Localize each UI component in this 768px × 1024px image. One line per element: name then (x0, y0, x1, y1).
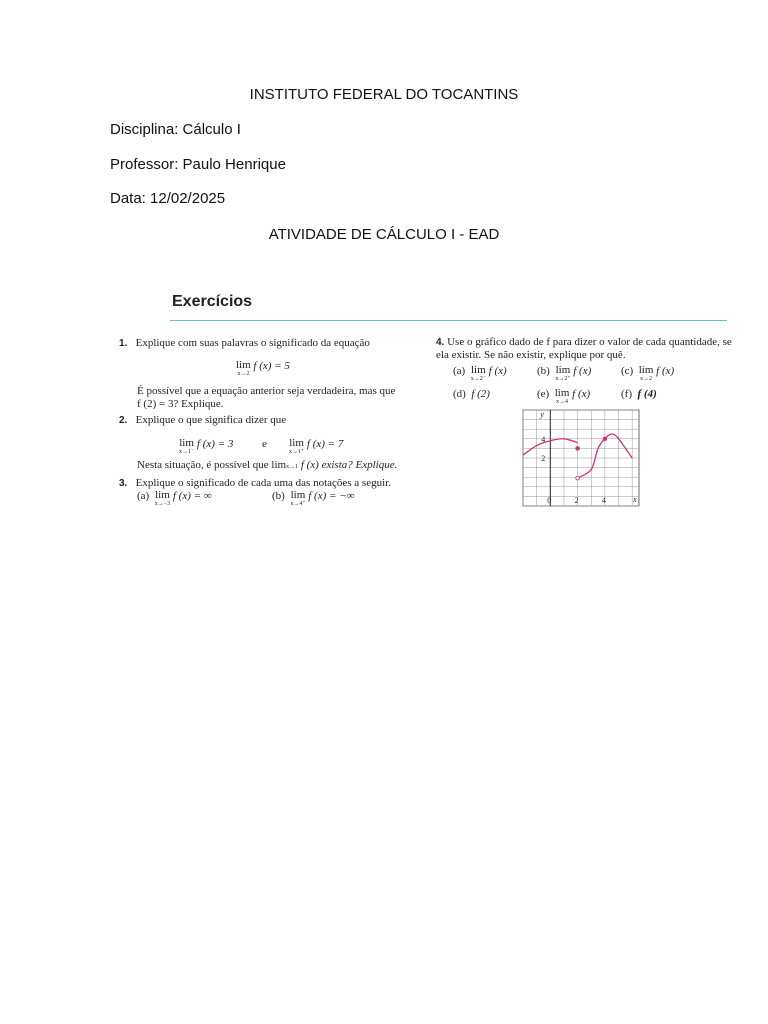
q2-after-text: Nesta situação, é possível que lim (137, 459, 287, 471)
q2-lim2-sub: x→1⁺ (289, 449, 305, 455)
q2-lim2-expr: f (x) = 7 (306, 438, 344, 450)
function-graph (521, 408, 641, 508)
q3-a-op: lim (155, 489, 170, 501)
q1-limit-sub: x→2 (237, 371, 250, 377)
q4-c-expr: f (x) (656, 365, 675, 377)
q3-a-expr: f (x) = ∞ (172, 490, 212, 502)
exercises-divider (170, 320, 727, 321)
q4-b-sub: x→2⁺ (555, 376, 571, 382)
question-2-text: Explique o que significa dizer que (135, 414, 287, 426)
q4-b-op: lim (555, 364, 571, 376)
open-point (576, 476, 580, 480)
date-line: Data: 12/02/2025 (110, 190, 226, 207)
q3-b-label: (b) (272, 490, 285, 502)
q2-limit-left (179, 438, 233, 456)
question-1 (119, 337, 370, 350)
q2-lim1-sub: x→1⁻ (179, 449, 195, 455)
question-1-number: 1. (119, 338, 128, 349)
institution-name: INSTITUTO FEDERAL DO TOCANTINS (249, 86, 519, 103)
question-4-text: Use o gráfico dado de f para dizer o valor de cada quantidade, se (447, 336, 732, 348)
professor-line: Professor: Paulo Henrique (110, 156, 286, 173)
y-tick-label: 2 (541, 454, 546, 463)
q4-item-d (453, 388, 490, 400)
q3-b-sub: x→4⁺ (290, 501, 306, 507)
q4-f-label: (f) (621, 388, 632, 400)
filled-point (576, 447, 580, 451)
q4-a-expr: f (x) (488, 365, 507, 377)
question-1-after-2: f (2) = 3? Explique. (137, 398, 224, 410)
exercises-title: Exercícios (172, 293, 253, 310)
q3-b-expr: f (x) = −∞ (308, 490, 355, 502)
q4-item-c (621, 365, 674, 383)
q1-limit-op: lim (236, 359, 251, 371)
q3-item-b (272, 490, 354, 508)
x-tick-label: 2 (574, 496, 579, 505)
q4-c-label: (c) (621, 365, 634, 377)
q3-b-op: lim (290, 489, 306, 501)
q1-limit-expr: f (x) = 5 (253, 360, 290, 372)
q2-after-end: f (x) exista? Explique. (298, 459, 398, 471)
q4-f-expr: f (4) (637, 388, 657, 400)
q4-item-a (453, 365, 507, 383)
q4-e-expr: f (x) (572, 388, 591, 400)
q4-b-expr: f (x) (573, 365, 592, 377)
question-3-number: 3. (119, 478, 128, 489)
q2-after-sub: x→1 (286, 464, 299, 470)
question-2 (119, 414, 286, 427)
q4-a-label: (a) (453, 365, 466, 377)
question-4-line-1 (436, 336, 732, 349)
x-axis-label: x (633, 495, 637, 504)
filled-point (603, 437, 607, 441)
q4-d-expr: f (2) (471, 388, 490, 400)
question-1-text: Explique com suas palavras o significado da equação (135, 337, 370, 349)
activity-title: ATIVIDADE DE CÁLCULO I - EAD (268, 226, 500, 243)
q2-conjunction: e (262, 438, 267, 450)
q2-limit-right (289, 438, 343, 456)
q4-c-op: lim (638, 364, 654, 376)
x-tick-label: 0 (547, 496, 552, 505)
q4-e-label: (e) (537, 388, 550, 400)
q3-a-label: (a) (137, 490, 150, 502)
question-3-text: Explique o significado de cada uma das notações a seguir. (135, 477, 391, 489)
y-axis-label: y (540, 410, 544, 419)
question-4-line-2: ela existir. Se não existir, explique por quê. (436, 349, 626, 361)
q4-e-op: lim (554, 387, 570, 399)
q4-d-label: (d) (453, 388, 466, 400)
x-tick-label: 4 (601, 496, 606, 505)
q4-a-op: lim (470, 364, 486, 376)
q4-a-sub: x→2⁻ (470, 376, 486, 382)
question-1-after-1: É possível que a equação anterior seja verdadeira, mas que (137, 385, 396, 397)
q2-lim2-op: lim (289, 437, 304, 449)
q4-e-sub: x→4 (556, 399, 569, 405)
q3-item-a (137, 490, 212, 508)
q1-limit (236, 360, 290, 378)
q3-a-sub: x→−3 (154, 501, 171, 507)
question-2-after (137, 459, 397, 474)
q4-item-f (621, 388, 657, 400)
discipline-line: Disciplina: Cálculo I (110, 121, 241, 138)
question-2-number: 2. (119, 415, 128, 426)
q2-lim1-expr: f (x) = 3 (196, 438, 234, 450)
question-4-number: 4. (436, 337, 445, 348)
q2-lim1-op: lim (179, 437, 194, 449)
q4-c-sub: x→2 (640, 376, 653, 382)
q4-item-b (537, 365, 591, 383)
y-tick-label: 4 (541, 434, 546, 444)
q4-b-label: (b) (537, 365, 550, 377)
q4-item-e (537, 388, 590, 406)
